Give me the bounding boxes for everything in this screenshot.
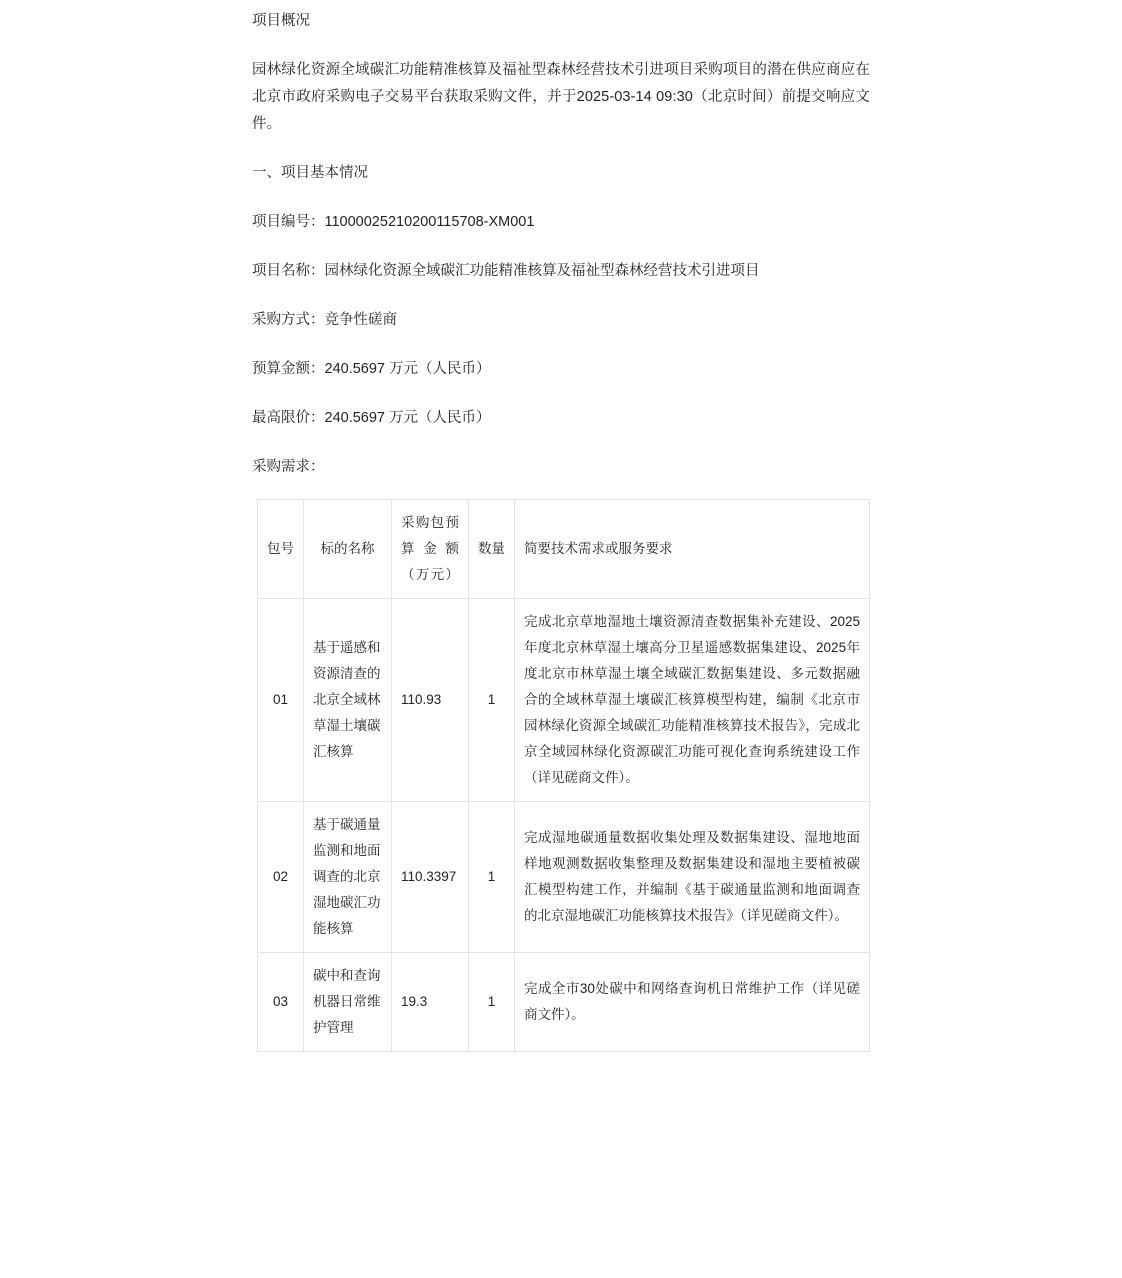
table-header-row bbox=[258, 500, 870, 599]
max-price-value: 240.5697 万元（人民币） bbox=[324, 410, 491, 426]
header-requirement: 简要技术需求或服务要求 bbox=[515, 500, 870, 599]
header-package-no: 包号 bbox=[258, 500, 304, 599]
header-package-budget: 采购包预算金额（万元） bbox=[392, 500, 469, 599]
overview-heading: 项目概况 bbox=[252, 13, 310, 29]
procurement-requirement-table bbox=[257, 499, 870, 1052]
section-one-title: 一、项目基本情况 bbox=[252, 165, 368, 181]
budget-amount-value: 240.5697 万元（人民币） bbox=[324, 361, 491, 377]
procurement-method-label: 采购方式： bbox=[252, 312, 325, 328]
row-requirement: 完成湿地碳通量数据收集处理及数据集建设、湿地地面样地观测数据收集整理及数据集建设和湿地主要植被碳汇模型构建工作，并编制《基于碳通量监测和地面调查的北京湿地碳汇功能核算技术报告》（详见磋商文件）。 bbox=[515, 802, 870, 953]
header-item-name: 标的名称 bbox=[304, 500, 392, 599]
row-quantity: 1 bbox=[469, 599, 515, 802]
row-quantity: 1 bbox=[469, 953, 515, 1052]
row-package-budget: 110.3397 bbox=[392, 802, 469, 953]
table-row bbox=[258, 802, 870, 953]
row-package-no: 02 bbox=[258, 802, 304, 953]
row-requirement: 完成北京草地湿地土壤资源清查数据集补充建设、2025年度北京林草湿土壤高分卫星遥感数据集建设、2025年度北京市林草湿土壤全域碳汇数据集建设、多元数据融合的全域林草湿土壤碳汇核算模型构建，编制《北京市园林绿化资源全域碳汇功能精准核算技术报告》，完成北京全域园林绿化资源碳汇功能可视化查询系统建设工作（详见磋商文件）。 bbox=[515, 599, 870, 802]
max-price-row bbox=[252, 405, 870, 432]
requirement-label: 采购需求： bbox=[252, 459, 325, 475]
row-item-name: 基于碳通量监测和地面调查的北京湿地碳汇功能核算 bbox=[304, 802, 392, 953]
document-content bbox=[252, 8, 870, 1052]
procurement-method-row bbox=[252, 307, 870, 334]
max-price-label: 最高限价： bbox=[252, 410, 325, 426]
header-quantity: 数量 bbox=[469, 500, 515, 599]
project-number-label: 项目编号： bbox=[252, 214, 325, 230]
table-row bbox=[258, 599, 870, 802]
project-name-label: 项目名称： bbox=[252, 263, 325, 279]
project-name-row bbox=[252, 258, 870, 285]
project-name-value: 园林绿化资源全域碳汇功能精准核算及福祉型森林经营技术引进项目 bbox=[324, 263, 760, 279]
procurement-method-value: 竞争性磋商 bbox=[324, 312, 397, 328]
row-item-name: 碳中和查询机器日常维护管理 bbox=[304, 953, 392, 1052]
project-number-row bbox=[252, 209, 870, 236]
row-package-no: 01 bbox=[258, 599, 304, 802]
budget-amount-row bbox=[252, 356, 870, 383]
row-package-budget: 19.3 bbox=[392, 953, 469, 1052]
row-item-name: 基于遥感和资源清查的北京全域林草湿土壤碳汇核算 bbox=[304, 599, 392, 802]
table-row bbox=[258, 953, 870, 1052]
row-quantity: 1 bbox=[469, 802, 515, 953]
row-requirement: 完成全市30处碳中和网络查询机日常维护工作（详见磋商文件）。 bbox=[515, 953, 870, 1052]
budget-amount-label: 预算金额： bbox=[252, 361, 325, 377]
row-package-budget: 110.93 bbox=[392, 599, 469, 802]
project-number-value: 11000025210200115708-XM001 bbox=[324, 214, 535, 230]
row-package-no: 03 bbox=[258, 953, 304, 1052]
summary-paragraph: 园林绿化资源全域碳汇功能精准核算及福祉型森林经营技术引进项目采购项目的潜在供应商应在北京市政府采购电子交易平台获取采购文件，并于2025-03-14 09:30（北京时间）前提交响应文件。 bbox=[252, 62, 870, 132]
